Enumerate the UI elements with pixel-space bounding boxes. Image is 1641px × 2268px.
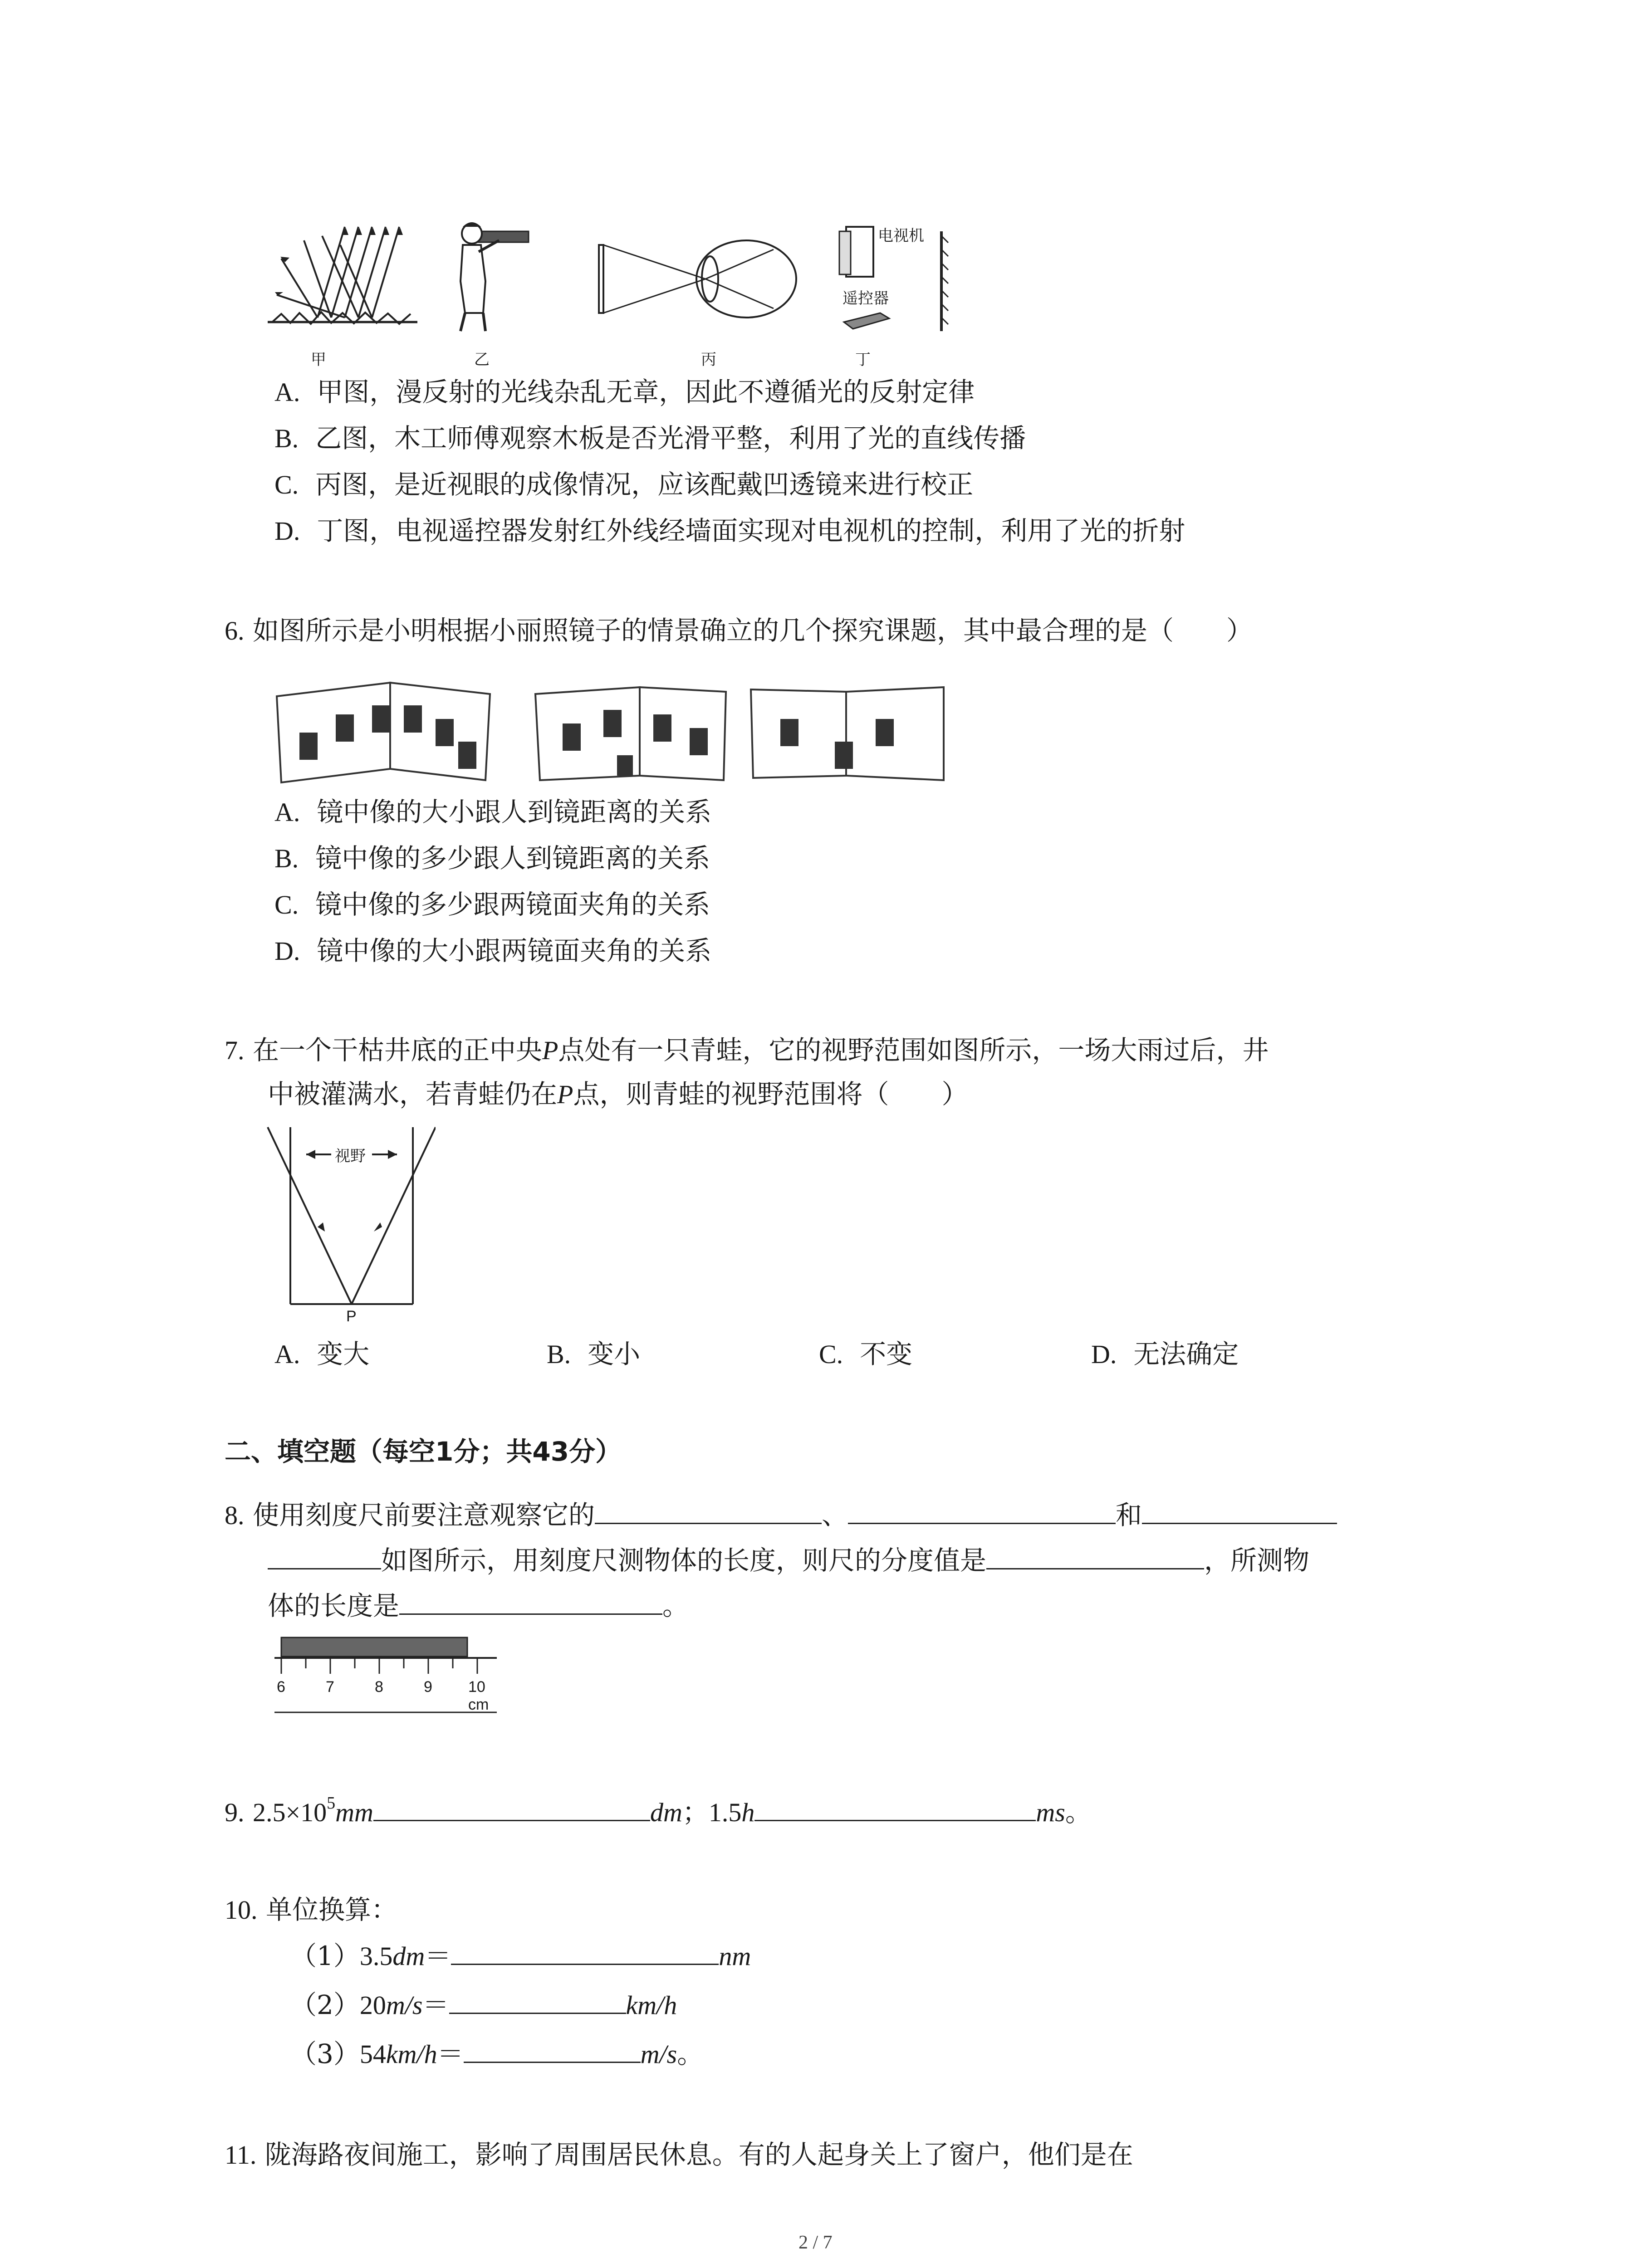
q7-option-a xyxy=(274,1331,369,1377)
unit: dm xyxy=(650,1798,682,1827)
q7-stem-line2 xyxy=(268,1071,968,1117)
unit: km/h xyxy=(386,2039,437,2069)
q6-option-b xyxy=(274,836,710,881)
q9-line xyxy=(225,1789,1092,1835)
q10-item-3 xyxy=(290,2031,703,2077)
answer-blank-5[interactable] xyxy=(399,1586,662,1615)
caption-yi: 乙 xyxy=(474,351,490,368)
q10-item-1 xyxy=(290,1933,751,1979)
answer-blank-1[interactable] xyxy=(595,1496,822,1524)
end-mark: 。 xyxy=(677,2038,704,2069)
answer-blank[interactable] xyxy=(451,1936,719,1965)
eye-diagram-figure xyxy=(597,236,805,322)
option-letter: D. xyxy=(274,936,300,966)
option-letter: C. xyxy=(819,1339,843,1369)
ruler-tick-7: 7 xyxy=(326,1678,334,1696)
stem-text: 中被灌满水，若青蛙仍在 xyxy=(268,1079,558,1110)
stem-text: 在一个干枯井底的正中央 xyxy=(252,1035,542,1066)
ruler-tick-6: 6 xyxy=(277,1678,285,1696)
option-letter: B. xyxy=(274,844,299,873)
option-text: 镜中像的大小跟人到镜距离的关系 xyxy=(317,797,712,827)
option-text: 镜中像的大小跟两镜面夹角的关系 xyxy=(317,935,712,966)
option-letter: D. xyxy=(1091,1339,1117,1369)
option-letter: C. xyxy=(274,470,299,499)
q5-option-b xyxy=(274,415,1026,461)
q5-figure-row xyxy=(268,218,957,372)
mirror-figures xyxy=(272,678,953,787)
q5-option-d xyxy=(274,508,1185,554)
option-letter: C. xyxy=(274,890,299,919)
equals-sign: ＝ xyxy=(422,1989,449,2020)
end-mark: 。 xyxy=(1065,1797,1092,1828)
stem-text: 点，则青蛙的视野范围将（ ） xyxy=(573,1079,968,1110)
option-text: 变大 xyxy=(317,1339,370,1369)
answer-blank-3[interactable] xyxy=(1142,1496,1337,1524)
value: 3.5 xyxy=(359,1941,393,1971)
ruler-tick-10: 10 cm xyxy=(468,1678,489,1713)
equals-sign: ＝ xyxy=(425,1941,451,1971)
section-heading: 二、填空题（每空1分；共43分） xyxy=(225,1436,622,1467)
answer-blank[interactable] xyxy=(464,2034,641,2063)
question-number: 9. xyxy=(225,1798,245,1827)
unit: km/h xyxy=(626,1990,677,2020)
q10-title xyxy=(225,1887,397,1933)
q8-line2 xyxy=(268,1538,1309,1583)
stem-text: 单位换算： xyxy=(265,1894,397,1925)
point-p-label: P xyxy=(346,1308,357,1325)
option-letter: A. xyxy=(274,1339,300,1369)
view-label: 视野 xyxy=(335,1148,366,1165)
option-letter: B. xyxy=(274,424,299,453)
tv-label: 电视机 xyxy=(878,227,924,244)
unit: ms xyxy=(1036,1798,1065,1827)
q6-option-a xyxy=(274,789,711,835)
well-figure xyxy=(263,1123,436,1331)
q6-stem xyxy=(225,608,1253,654)
option-text: 不变 xyxy=(860,1339,913,1369)
option-text: 镜中像的多少跟人到镜距离的关系 xyxy=(315,843,710,874)
stem-text: ，所测物 xyxy=(1204,1545,1310,1576)
ruler-tick-9: 9 xyxy=(424,1678,432,1696)
unit: mm xyxy=(335,1798,373,1827)
item-label: （1） xyxy=(290,1941,360,1971)
value: 2.5×10 xyxy=(252,1798,327,1827)
option-text: 丁图，电视遥控器发射红外线经墙面实现对电视机的控制，利用了光的折射 xyxy=(317,515,1185,546)
q7-option-b xyxy=(547,1331,640,1377)
carpenter-figure xyxy=(449,213,531,336)
question-number: 11. xyxy=(225,2140,257,2170)
stem-text: 体的长度是 xyxy=(268,1590,400,1621)
option-text: 变小 xyxy=(588,1339,641,1369)
question-number: 10. xyxy=(225,1895,258,1925)
option-text: 乙图，木工师傅观察木板是否光滑平整，利用了光的直线传播 xyxy=(315,423,1026,454)
q8-line1 xyxy=(225,1492,1337,1538)
q7-option-c xyxy=(819,1331,912,1377)
option-letter: A. xyxy=(274,797,300,827)
answer-blank-2[interactable] xyxy=(848,1496,1116,1524)
stem-text: 使用刻度尺前要注意观察它的 xyxy=(252,1500,595,1530)
point-p-symbol: P xyxy=(557,1080,573,1109)
caption-ding: 丁 xyxy=(855,351,871,368)
stem-text: 如图所示，用刻度尺测物体的长度，则尺的分度值是 xyxy=(381,1545,987,1576)
diffuse-reflection-figure xyxy=(268,218,417,336)
value: 54 xyxy=(359,2039,386,2069)
page-number: 2 / 7 xyxy=(798,2232,833,2253)
unit: m/s xyxy=(386,1990,423,2020)
q11-stem xyxy=(225,2132,1133,2178)
q10-item-2 xyxy=(290,1982,677,2028)
option-text: 甲图，漫反射的光线杂乱无章，因此不遵循光的反射定律 xyxy=(317,376,975,407)
option-letter: D. xyxy=(274,516,300,546)
stem-text: 、 xyxy=(821,1500,848,1530)
unit: h xyxy=(741,1798,755,1827)
tv-remote-figure xyxy=(837,218,964,336)
q5-option-a xyxy=(274,369,975,415)
answer-blank-2[interactable] xyxy=(754,1793,1036,1821)
unit: nm xyxy=(719,1941,751,1971)
option-text: 无法确定 xyxy=(1133,1339,1239,1369)
stem-text: 和 xyxy=(1115,1500,1142,1530)
unit: m/s xyxy=(640,2039,677,2069)
caption-bing: 丙 xyxy=(701,351,716,368)
equals-sign: ＝ xyxy=(437,2038,464,2069)
question-number: 8. xyxy=(225,1501,245,1530)
q7-option-d xyxy=(1091,1331,1239,1377)
stem-text: 陇海路夜间施工，影响了周围居民休息。有的人起身关上了窗户，他们是在 xyxy=(265,2139,1133,2170)
stem-text: 点处有一只青蛙，它的视野范围如图所示，一场大雨过后，井 xyxy=(558,1035,1269,1066)
option-text: 镜中像的多少跟两镜面夹角的关系 xyxy=(315,889,710,920)
answer-blank-1[interactable] xyxy=(373,1793,650,1821)
question-number: 6. xyxy=(225,616,245,645)
item-label: （2） xyxy=(290,1989,360,2020)
q6-option-c xyxy=(274,882,710,928)
q6-option-d xyxy=(274,928,711,974)
question-number: 7. xyxy=(225,1036,245,1065)
ruler-tick-8: 8 xyxy=(375,1678,383,1696)
ruler-figure xyxy=(270,1633,506,1719)
answer-blank-3-cont[interactable] xyxy=(268,1541,381,1569)
exponent: 5 xyxy=(327,1794,336,1813)
q8-line3 xyxy=(268,1583,689,1628)
value: 20 xyxy=(359,1990,386,2020)
answer-blank-4[interactable] xyxy=(986,1541,1204,1569)
stem-text: 。 xyxy=(662,1590,689,1621)
option-text: 丙图，是近视眼的成像情况，应该配戴凹透镜来进行校正 xyxy=(315,469,974,500)
separator: ； xyxy=(682,1797,709,1828)
q7-stem-line1 xyxy=(225,1027,1269,1073)
unit: dm xyxy=(392,1941,425,1971)
remote-label: 遥控器 xyxy=(843,290,889,307)
point-p-symbol: P xyxy=(542,1036,558,1065)
item-label: （3） xyxy=(290,2038,360,2069)
answer-blank[interactable] xyxy=(449,1985,626,2014)
q5-option-c xyxy=(274,462,973,508)
option-letter: B. xyxy=(547,1339,571,1369)
option-letter: A. xyxy=(274,377,300,407)
value: 1.5 xyxy=(708,1798,742,1827)
question-text: 如图所示是小明根据小丽照镜子的情景确立的几个探究课题，其中最合理的是（ ） xyxy=(252,615,1253,646)
caption-jia: 甲 xyxy=(311,351,326,368)
